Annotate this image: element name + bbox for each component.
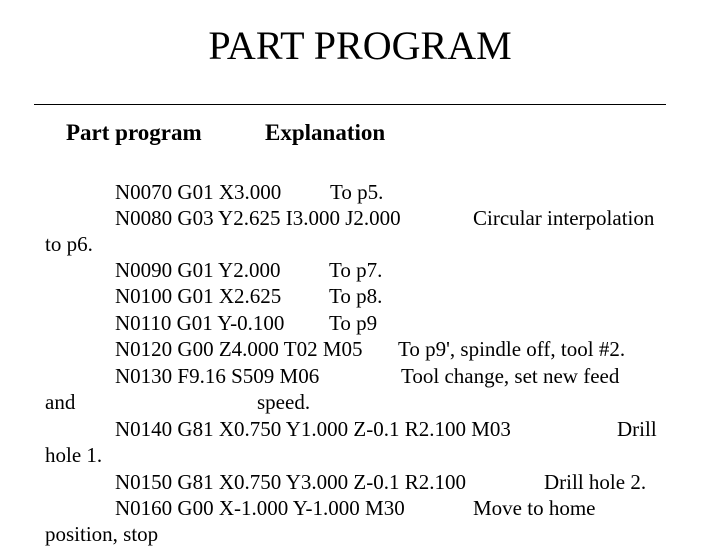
title-divider — [34, 104, 666, 105]
program-line-note: Move to home — [473, 496, 596, 520]
program-line-note-continuation: speed. — [257, 390, 311, 414]
program-line-note: Drill hole 2. — [544, 470, 647, 494]
program-line-note: Drill — [617, 417, 657, 441]
program-line-note: To p5. — [330, 180, 384, 204]
program-line-note: To p9 — [329, 311, 378, 335]
program-line-code: N0080 G03 Y2.625 I3.000 J2.000 — [115, 206, 401, 230]
program-line-code: N0090 G01 Y2.000 — [115, 258, 281, 282]
program-line-code: N0120 G00 Z4.000 T02 M05 — [115, 337, 363, 361]
column-header-part-program: Part program — [66, 120, 202, 145]
program-line-code: N0070 G01 X3.000 — [115, 180, 282, 204]
program-line-code: N0100 G01 X2.625 — [115, 284, 282, 308]
column-header-explanation: Explanation — [265, 120, 386, 145]
program-line-note: To p9', spindle off, tool #2. — [398, 337, 626, 361]
program-line-code: N0160 G00 X-1.000 Y-1.000 M30 — [115, 496, 405, 520]
program-line-note-continuation: position, stop — [45, 522, 159, 546]
program-line-note-continuation: to p6. — [45, 232, 93, 256]
program-line-note-continuation: hole 1. — [45, 443, 103, 467]
program-line-code: N0140 G81 X0.750 Y1.000 Z-0.1 R2.100 M03 — [115, 417, 511, 441]
program-line-note-continuation: and — [45, 390, 76, 414]
program-line-note: Circular interpolation — [473, 206, 655, 230]
program-line-code: N0110 G01 Y-0.100 — [115, 311, 285, 335]
program-line-note: To p8. — [329, 284, 383, 308]
program-line-code: N0130 F9.16 S509 M06 — [115, 364, 320, 388]
program-line-code: N0150 G81 X0.750 Y3.000 Z-0.1 R2.100 — [115, 470, 466, 494]
program-line-note: Tool change, set new feed — [401, 364, 620, 388]
program-line-note: To p7. — [329, 258, 383, 282]
page-title: PART PROGRAM — [208, 23, 512, 68]
